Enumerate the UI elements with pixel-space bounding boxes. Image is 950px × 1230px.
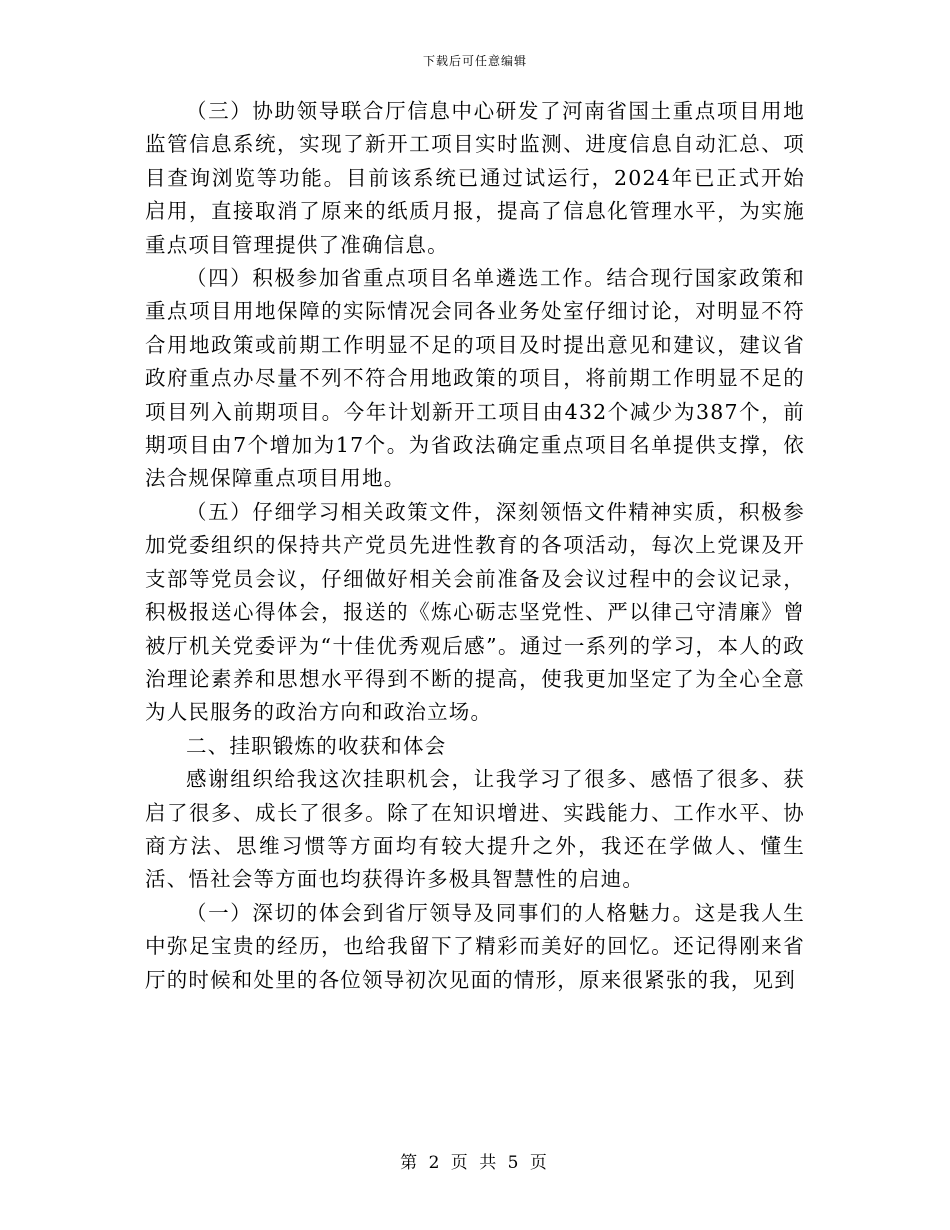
paragraph-thanks: 感谢组织给我这次挂职机会，让我学习了很多、感悟了很多、获启了很多、成长了很多。除了在知识增进、实践能力、工作水平、协商方法、思维习惯等方面均有较大提升之外，我还在学做人、懂生活、悟社会等方面也均获得许多极具智慧性的启迪。 bbox=[145, 767, 805, 892]
paragraph-four: （四）积极参加省重点项目名单遴选工作。结合现行国家政策和重点项目用地保障的实际情况会同各业务处室仔细讨论，对明显不符合用地政策或前期工作明显不足的项目及时提出意见和建议，建议省政府重点办尽量不列不符合用地政策的项目，将前期工作明显不足的项目列入前期项目。今年计划新开工项目由432个减少为387个，前期项目由7个增加为17个。为省政法确定重点项目名单提供支撑，依法合规保障重点项目用地。 bbox=[145, 266, 805, 491]
paragraph-five: （五）仔细学习相关政策文件，深刻领悟文件精神实质，积极参加党委组织的保持共产党员先进性教育的各项活动，每次上党课及开支部等党员会议，仔细做好相关会前准备及会议过程中的会议记录，积极报送心得体会，报送的《炼心砺志坚党性、严以律己守清廉》曾被厅机关党委评为“十佳优秀观后感”。通过一系列的学习，本人的政治理论素养和思想水平得到不断的提高，使我更加坚定了为全心全意为人民服务的政治方向和政治立场。 bbox=[145, 499, 805, 725]
document-body bbox=[145, 95, 805, 997]
page-header: 下载后可任意编辑 bbox=[422, 54, 527, 68]
section-heading: 二、挂职锻炼的收获和体会 bbox=[186, 733, 447, 758]
paragraph-three: （三）协助领导联合厅信息中心研发了河南省国土重点项目用地监管信息系统，实现了新开工项目实时监测、进度信息自动汇总、项目查询浏览等功能。目前该系统已通过试运行，2024年已正式开始启用，直接取消了原来的纸质月报，提高了信息化管理水平，为实施重点项目管理提供了准确信息。 bbox=[145, 99, 805, 257]
paragraph-one: （一）深切的体会到省厅领导及同事们的人格魅力。这是我人生中弥足宝贵的经历，也给我留下了精彩而美好的回忆。还记得刚来省厅的时候和处里的各位领导初次见面的情形，原来很紧张的我，见到 bbox=[145, 900, 805, 992]
page-number: 第 2 页 共 5 页 bbox=[400, 1153, 550, 1173]
